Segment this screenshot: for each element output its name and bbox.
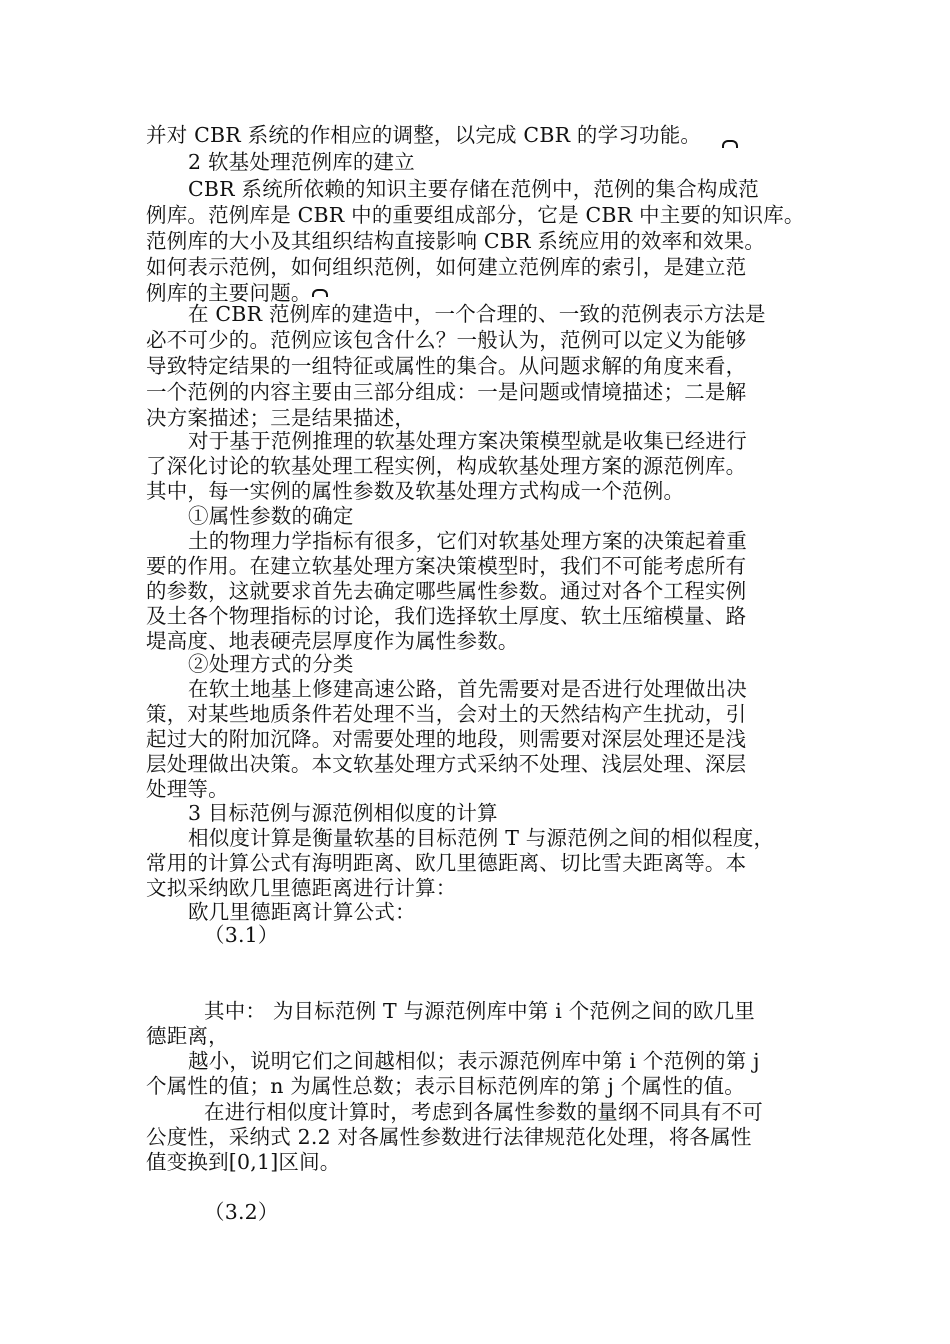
equation-number: （3.2） bbox=[204, 1200, 279, 1224]
marker-glyph bbox=[312, 289, 328, 297]
text-line: CBR 系统所依赖的知识主要存储在范例中，范例的集合构成范 bbox=[188, 177, 759, 201]
text-line: 如何表示范例，如何组织范例，如何建立范例库的索引，是建立范 bbox=[146, 255, 747, 279]
text-line: 决方案描述；三是结果描述， bbox=[146, 406, 416, 430]
text-line: 堤高度、地表硬壳层厚度作为属性参数。 bbox=[146, 629, 519, 653]
text-line: 策，对某些地质条件若处理不当，会对土的天然结构产生扰动，引 bbox=[146, 702, 747, 726]
text-line: 公度性，采纳式 2.2 对各属性参数进行法律规范化处理，将各属性 bbox=[146, 1125, 752, 1149]
text-line: 起过大的附加沉降。对需要处理的地段，则需要对深层处理还是浅 bbox=[146, 727, 747, 751]
text-line: 其中，每一实例的属性参数及软基处理方式构成一个范例。 bbox=[146, 479, 685, 503]
text-line: 在软土地基上修建高速公路，首先需要对是否进行处理做出决 bbox=[188, 677, 747, 701]
text-line: 在进行相似度计算时，考虑到各属性参数的量纲不同具有不可 bbox=[204, 1100, 763, 1124]
marker-glyph bbox=[722, 140, 738, 148]
text-line: 土的物理力学指标有很多，它们对软基处理方案的决策起着重 bbox=[188, 529, 747, 553]
text-line: 德距离， bbox=[146, 1024, 229, 1048]
subsection-heading: ②处理方式的分类 bbox=[188, 652, 354, 676]
text-line: 在 CBR 范例库的建造中，一个合理的、一致的范例表示方法是 bbox=[188, 302, 766, 326]
text-line: 一个范例的内容主要由三部分组成：一是问题或情境描述；二是解 bbox=[146, 380, 747, 404]
subsection-heading: ①属性参数的确定 bbox=[188, 504, 354, 528]
text-line: 的参数，这就要求首先去确定哪些属性参数。通过对各个工程实例 bbox=[146, 579, 747, 603]
text-line: 例库的主要问题。 bbox=[146, 281, 312, 305]
section-heading: 3 目标范例与源范例相似度的计算 bbox=[188, 801, 498, 825]
text-line: 相似度计算是衡量软基的目标范例 T 与源范例之间的相似程度， bbox=[188, 826, 775, 850]
text-line: 处理等。 bbox=[146, 777, 229, 801]
text-line: 欧几里德距离计算公式： bbox=[188, 900, 416, 924]
text-line: 值变换到[0,1]区间。 bbox=[146, 1150, 341, 1174]
text-line: 文拟采纳欧几里德距离进行计算： bbox=[146, 876, 457, 900]
equation-number: （3.1） bbox=[204, 923, 279, 947]
text-line: 导致特定结果的一组特征或属性的集合。从问题求解的角度来看， bbox=[146, 354, 747, 378]
text-line: 并对 CBR 系统的作相应的调整，以完成 CBR 的学习功能。 bbox=[146, 123, 702, 147]
text-line: 范例库的大小及其组织结构直接影响 CBR 系统应用的效率和效果。 bbox=[146, 229, 766, 253]
section-heading: 2 软基处理范例库的建立 bbox=[188, 150, 415, 174]
text-line: 及土各个物理指标的讨论，我们选择软土厚度、软土压缩模量、路 bbox=[146, 604, 747, 628]
text-line: 层处理做出决策。本文软基处理方式采纳不处理、浅层处理、深层 bbox=[146, 752, 747, 776]
text-line: 个属性的值；n 为属性总数；表示目标范例库的第 j 个属性的值。 bbox=[146, 1074, 746, 1098]
text-line: 对于基于范例推理的软基处理方案决策模型就是收集已经进行 bbox=[188, 429, 747, 453]
text-line: 其中： 为目标范例 T 与源范例库中第 i 个范例之间的欧几里 bbox=[204, 999, 756, 1023]
text-line: 越小，说明它们之间越相似；表示源范例库中第 i 个范例的第 j bbox=[188, 1049, 760, 1073]
text-line: 必不可少的。范例应该包含什么？一般认为，范例可以定义为能够 bbox=[146, 328, 747, 352]
text-line: 了深化讨论的软基处理工程实例，构成软基处理方案的源范例库。 bbox=[146, 454, 747, 478]
text-line: 例库。范例库是 CBR 中的重要组成部分，它是 CBR 中主要的知识库。 bbox=[146, 203, 805, 227]
text-line: 常用的计算公式有海明距离、欧几里德距离、切比雪夫距离等。本 bbox=[146, 851, 747, 875]
text-line: 要的作用。在建立软基处理方案决策模型时，我们不可能考虑所有 bbox=[146, 554, 747, 578]
